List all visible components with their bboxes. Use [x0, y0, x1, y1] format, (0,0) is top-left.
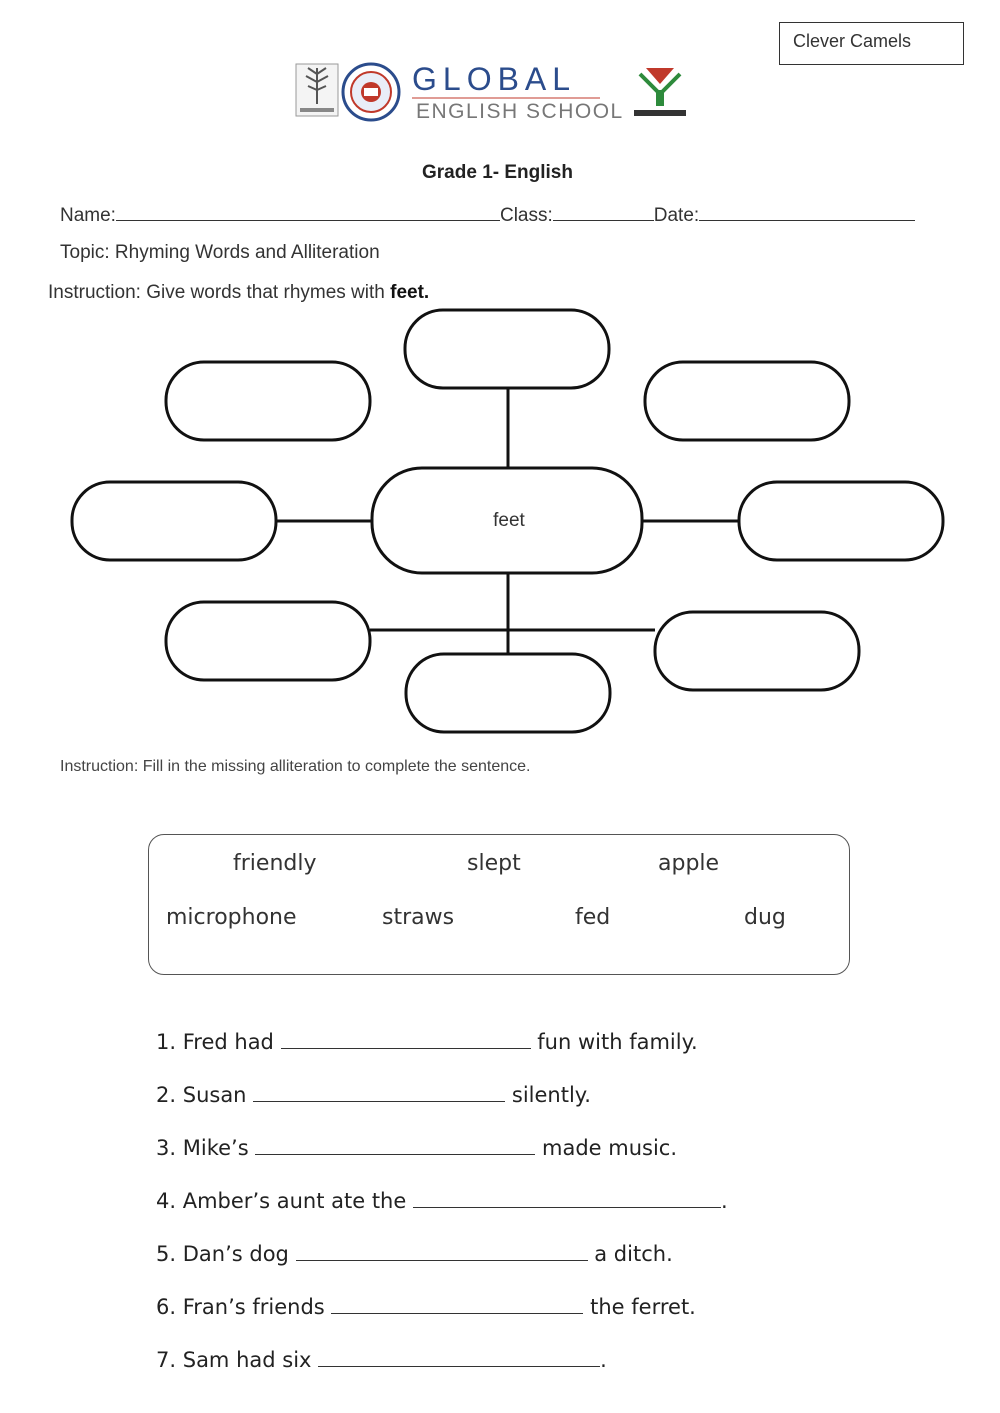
question-4 [156, 1187, 728, 1213]
question-text-after: . [600, 1348, 607, 1372]
bank-word: microphone [166, 905, 297, 930]
question-text-after: the ferret. [590, 1295, 696, 1319]
date-label: Date: [653, 205, 700, 226]
instruction-rhyme-text: Instruction: Give words that rhymes with [48, 282, 391, 303]
school-seal-icon [343, 64, 399, 120]
class-label: Class: [499, 205, 553, 226]
question-text-after: made music. [542, 1136, 678, 1160]
rhyme-word-web [0, 300, 1000, 740]
question-7 [156, 1346, 607, 1372]
bank-word: friendly [233, 851, 317, 876]
instruction-alliteration: Instruction: Fill in the missing alliteration to complete the sentence. [60, 758, 531, 775]
question-text-before: Fred had [182, 1030, 274, 1054]
question-text-before: Susan [182, 1083, 247, 1107]
name-label: Name: [60, 205, 116, 226]
question-text-after: silently. [511, 1083, 591, 1107]
school-name-line2: ENGLISH SCHOOL [416, 100, 624, 123]
bank-word: fed [575, 905, 611, 930]
identity-logo-icon [630, 64, 690, 120]
bank-word: apple [658, 851, 720, 876]
question-5 [156, 1240, 673, 1266]
question-number: 5. [156, 1242, 177, 1266]
question-number: 4. [156, 1189, 177, 1213]
topic-text: Topic: Rhyming Words and Alliteration [60, 242, 380, 263]
question-text-before: Dan’s dog [182, 1242, 289, 1266]
question-text-before: Fran’s friends [182, 1295, 325, 1319]
school-logos [294, 60, 694, 124]
rhyme-box-lower-right[interactable] [655, 612, 859, 690]
ministry-emblem-icon [296, 64, 338, 116]
rhyme-box-left[interactable] [72, 482, 276, 560]
question-number: 1. [156, 1030, 177, 1054]
bank-word: dug [744, 905, 786, 930]
question-number: 3. [156, 1136, 177, 1160]
class-field[interactable] [553, 202, 654, 221]
question-number: 7. [156, 1348, 177, 1372]
bank-word: straws [382, 905, 455, 930]
rhyme-box-lower-left[interactable] [166, 602, 370, 680]
bank-word: slept [467, 851, 521, 876]
answer-blank-4[interactable] [413, 1187, 721, 1208]
question-text-after: fun with family. [537, 1030, 698, 1054]
student-info-line [60, 202, 915, 227]
rhyme-box-upper-right[interactable] [645, 362, 849, 440]
rhyme-box-top[interactable] [405, 310, 609, 388]
question-number: 2. [156, 1083, 177, 1107]
answer-blank-3[interactable] [255, 1134, 535, 1155]
question-text-before: Mike’s [182, 1136, 249, 1160]
question-text-after: a ditch. [594, 1242, 673, 1266]
answer-blank-2[interactable] [253, 1081, 505, 1102]
class-name-box [779, 22, 964, 65]
rhyme-box-right[interactable] [739, 482, 943, 560]
answer-blank-6[interactable] [331, 1293, 583, 1314]
question-2 [156, 1081, 591, 1107]
instruction-rhyme-keyword: feet. [390, 282, 430, 303]
word-bank [148, 834, 850, 975]
rhyme-box-bottom[interactable] [406, 654, 610, 732]
date-field[interactable] [699, 202, 915, 221]
question-text-before: Amber’s aunt ate the [182, 1189, 407, 1213]
center-word: feet [493, 510, 525, 531]
question-6 [156, 1293, 696, 1319]
name-field[interactable] [116, 202, 500, 221]
answer-blank-5[interactable] [296, 1240, 588, 1261]
question-text-before: Sam had six [182, 1348, 312, 1372]
rhyme-box-upper-left[interactable] [166, 362, 370, 440]
page-title: Grade 1- English [422, 162, 573, 183]
class-name: Clever Camels [793, 31, 912, 51]
question-text-after: . [720, 1189, 728, 1213]
question-number: 6. [156, 1295, 177, 1319]
question-1 [156, 1028, 698, 1054]
answer-blank-7[interactable] [318, 1346, 600, 1367]
school-name-line1: GLOBAL [412, 61, 577, 97]
answer-blank-1[interactable] [281, 1028, 531, 1049]
question-3 [156, 1134, 677, 1160]
